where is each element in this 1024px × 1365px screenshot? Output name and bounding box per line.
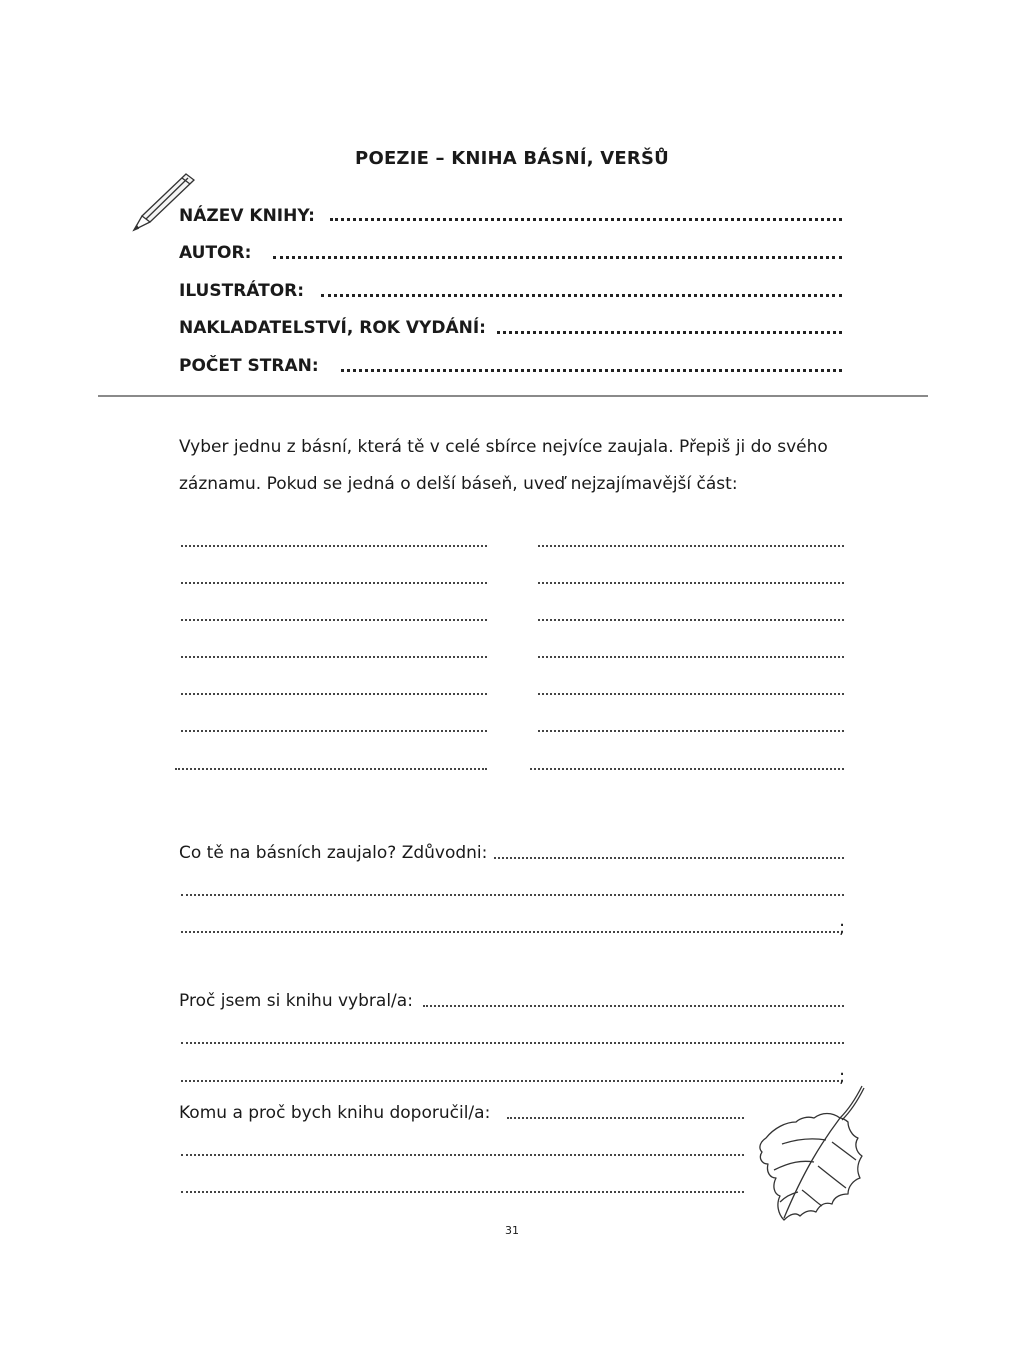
answer-line[interactable] [507,1117,744,1119]
poem-line-right[interactable] [530,768,844,770]
question-why-chosen: Proč jsem si knihu vybral/a: [179,991,413,1011]
answer-line[interactable] [494,857,844,859]
poem-line-left[interactable] [181,545,487,547]
publisher-year-input-line[interactable] [497,331,842,334]
line-end-mark: ; [839,917,846,938]
instruction-line-2: záznamu. Pokud se jedná o delší báseň, uveď nejzajímavější část: [179,474,738,494]
page-count-label: POČET STRAN: [179,356,319,376]
poem-line-right[interactable] [538,582,844,584]
poem-line-left[interactable] [181,582,487,584]
page-count-input-line[interactable] [341,369,842,372]
book-name-input-line[interactable] [330,218,842,221]
poem-line-left[interactable] [181,693,487,695]
instruction-line-1: Vyber jednu z básní, která tě v celé sbírce nejvíce zaujala. Přepiš ji do svého [179,437,828,457]
poem-line-right[interactable] [538,545,844,547]
author-label: AUTOR: [179,243,252,263]
answer-line[interactable] [181,894,844,896]
poem-line-right[interactable] [538,656,844,658]
page-title: POEZIE – KNIHA BÁSNÍ, VERŠŮ [355,148,669,169]
illustrator-input-line[interactable] [321,294,842,297]
publisher-year-label: NAKLADATELSTVÍ, ROK VYDÁNÍ: [179,318,486,338]
author-input-line[interactable] [273,256,842,259]
question-recommend: Komu a proč bych knihu doporučil/a: [179,1103,491,1123]
poem-line-left[interactable] [181,619,487,621]
answer-line[interactable] [181,931,839,933]
page-number: 31 [505,1224,519,1237]
poem-line-right[interactable] [538,693,844,695]
answer-line[interactable] [181,1042,844,1044]
question-what-interested: Co tě na básních zaujalo? Zdůvodni: [179,843,488,863]
poem-line-right[interactable] [538,730,844,732]
answer-line[interactable] [181,1154,744,1156]
illustrator-label: ILUSTRÁTOR: [179,281,305,301]
poem-line-left[interactable] [175,768,487,770]
answer-line[interactable] [181,1191,744,1193]
answer-line[interactable] [423,1005,844,1007]
line-end-mark: ; [839,1066,846,1087]
answer-line[interactable] [181,1080,839,1082]
section-divider [98,395,928,397]
leaf-icon [752,1082,872,1226]
poem-line-left[interactable] [181,656,487,658]
poem-line-left[interactable] [181,730,487,732]
book-name-label: NÁZEV KNIHY: [179,206,315,226]
poem-line-right[interactable] [538,619,844,621]
